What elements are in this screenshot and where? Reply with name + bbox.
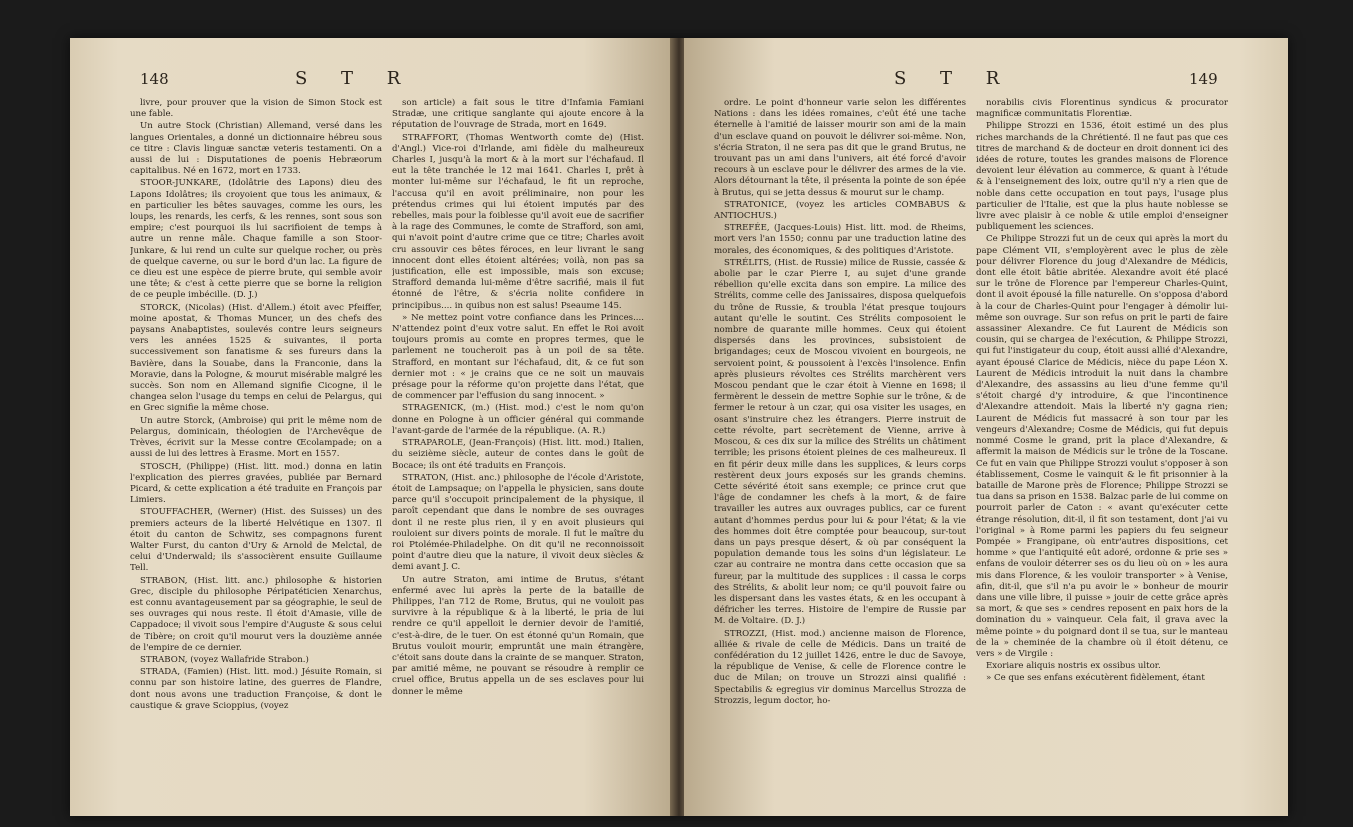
left-running-head: S T R bbox=[295, 68, 415, 89]
left-page bbox=[70, 38, 674, 816]
paragraph: Un autre Storck, (Ambroise) qui prit le même nom de Pelargus, dominicain, théologien de l'Archevêque de Trèves, écrivit sur la Messe contre Œcolampade; on a aussi de lui des lettres à Erasme. Mort en 1557. bbox=[130, 415, 382, 460]
paragraph: Philippe Strozzi en 1536, étoit estimé un des plus riches marchands de la Chrétienté. Il ne faut pas que ces titres de marchand & de docteur en droit donnent ici des idées de roture, toutes les grandes maisons de Florence devoient leur élévation au commerce, & quant à l'étude & à l'enseignement des loix, outre qu'il n'y a rien que de noble dans cette occupation en tout pays, l'usage plus particulier de l'Italie, est que la plus haute noblesse se livre avec plaisir à ce noble & utile emploi d'enseigner publiquement les sciences. bbox=[976, 121, 1228, 233]
right-column-a bbox=[714, 98, 966, 798]
paragraph: STRADA, (Famien) (Hist. litt. mod.) Jésuite Romain, si connu par son histoire latine, des guerres de Flandre, dont nous avons une traduction Françoise, & dont le caustique & grave Scioppius, (voyez bbox=[130, 667, 382, 711]
paragraph: STRAFFORT, (Thomas Wentworth comte de) (Hist. d'Angl.) Vice-roi d'Irlande, ami fidèle du malheureux Charles I, jusqu'à la mort & à la mort sur l'échafaud. Il eut la tête tranchée le 12 mai 1641. Charles I, prêt à monter lui-même sur l'échafaud, le fit un reproche, l'accusa qu'il en avoit préliminaire, non pour les prétendus crimes qui lui étoient imputés par des rebelles, mais pour la foiblesse qu'il avoit eue de sacrifier à la rage des Communes, le comte de Strafford, son ami, qui n'avoit point d'autre crime que ce titre; Charles avoit cru assouvir ces bêtes féroces, en leur livrant le sang innocent dont elles étoient altérées; voilà, non pas sa justification, elle est impossible, mais son excuse; Strafford demanda lui-même d'être sacrifié, mais il fut étonné de l'être, & s'écria nolite confidere in principibus.... in quibus non est salus! Pseaume 145. bbox=[392, 132, 644, 311]
paragraph: » Ce que ses enfans exécutèrent fidèlement, étant bbox=[986, 673, 1205, 684]
paragraph: STOSCH, (Philippe) (Hist. litt. mod.) donna en latin l'explication des pierres gravées, publiée par Bernard Picard, & cette explication a été traduite en François par Limiers. bbox=[130, 461, 382, 506]
right-column-b bbox=[976, 98, 1228, 798]
left-column-b bbox=[392, 98, 644, 798]
book-spread bbox=[70, 38, 1288, 816]
paragraph: STROZZI, (Hist. mod.) ancienne maison de Florence, alliée & rivale de celle de Médicis. Dans un traité de confédération du 12 juillet 1426, entre le duc de Savoye, la république de Venise, & celle de Florence contre le duc de Milan; on trouve un Strozzi ainsi qualifié : Spectabilis & egregius vir dominus Marcellus Strozza de Strozzis, legum doctor, ho- bbox=[714, 628, 966, 706]
right-page-number: 149 bbox=[1189, 70, 1218, 88]
paragraph: STORCK, (Nicolas) (Hist. d'Allem.) étoit avec Pfeiffer, moine apostat, & Thomas Muncer, un des chefs des paysans Anabaptistes, soulevés contre leurs seigneurs vers les années 1525 & suivantes, il porta successivement son fanatisme & ses fureurs dans la Bavière, dans la Souabe, dans la Franconie, dans la Moravie, dans la Pologne, & mourut misérable malgré les succès. Son nom en Allemand signifie Cicogne, il le changea selon l'usage du temps en celui de Pelargus, qui en Grec signifie la même chose. bbox=[130, 302, 382, 414]
right-page bbox=[684, 38, 1288, 816]
paragraph: STRATON, (Hist. anc.) philosophe de l'école d'Aristote, étoit de Lampsaque; on l'appella le physicien, sans doute parce qu'il s'occupoit principalement de la physique, il paroît cependant que dans le nombre de ses ouvrages dont il ne reste plus rien, il y en avoit plusieurs qui rouloient sur divers points de morale. Il fut le maître du roi Ptolémée-Philadelphe. On dit qu'il ne reconnoissoit point d'autre dieu que la nature, il vivoit deux siècles & demi avant J. C. bbox=[392, 472, 644, 573]
paragraph: Exoriare aliquis nostris ex ossibus ultor. bbox=[986, 661, 1161, 672]
paragraph: STRAPAROLE, (Jean-François) (Hist. litt. mod.) Italien, du seizième siècle, auteur de contes dans le goût de Bocace; ils ont été traduits en François. bbox=[392, 438, 644, 471]
paragraph: STREFÉE, (Jacques-Louis) Hist. litt. mod. de Rheims, mort vers l'an 1550; connu par une traduction latine des morales, des économiques, & des politiques d'Aristote. bbox=[714, 223, 966, 256]
paragraph: Ce Philippe Strozzi fut un de ceux qui après la mort du pape Clément VII, s'employèrent avec le plus de zèle pour délivrer Florence du joug d'Alexandre de Médicis, dont elle étoit bâtie abritée. Alexandre avoit été placé sur le trône de Florence par l'empereur Charles-Quint, dont il avoit épousé la fille naturelle. On s'opposa d'abord à la cour de Charles-Quint pour l'engager à démolir lui-même son ouvrage. Sur son refus on prit le parti de faire assassiner Alexandre. Ce fut Laurent de Médicis son cousin, qui se chargea de l'exécution, & Philippe Strozzi, qui fut l'instigateur du coup, étoit aussi allié d'Alexandre, ayant épousé Clarice de Médicis, nièce du pape Léon X. Laurent de Médicis introduit la nuit dans la chambre d'Alexandre, des assassins au lieu d'une femme qu'il s'étoit chargé d'y introduire, & que l'incontinence d'Alexandre attendoit. Mais la liberté n'y gagna rien; Laurent de Médicis fut massacré à son tour par les vengeurs d'Alexandre; Cosme de Médicis, qui fut depuis nommé Cosme le grand, prit la place d'Alexandre, & affermit la maison de Médicis sur le trône de la Toscane. Ce fut en vain que Philippe Strozzi voulut s'opposer à son établissement, Cosme le vainquit & le fit prisonnier à la bataille de Marone près de Florence; Philippe Strozzi se tua dans sa prison en 1538. Balzac parle de lui comme on pourroit parler de Caton : « avant qu'exécuter cette étrange résolution, dit-il, il fit son testament, dont j'ai vu l'original » à Rome parmi les papiers du feu seigneur Pompée » Frangipane, où entr'autres dispositions, cet homme » que l'antiquité eût adoré, ordonne & prie ses » enfans de vouloir déterrer ses os du lieu où on » les aura mis dans Florence, & les vouloir transporter » à Venise, afin, dit-il, que s'il n'a pu avoir le » bonheur de mourir dans une ville libre, il puisse » jouir de cette grâce après sa mort, & que ses » cendres reposent en paix hors de la domination du » vainqueur. Cela fait, il grava avec la même pointe » du poignard dont il se tua, sur le manteau de la » cheminée de la chambre où il étoit détenu, ce vers » de Virgile : bbox=[976, 234, 1228, 659]
paragraph: Un autre Stock (Christian) Allemand, versé dans les langues Orientales, a donné un dictionnaire hébreu sous ce titre : Clavis linguæ sanctæ veteris testamenti. On a aussi de lui : Disputationes de poenis Hebræorum capitalibus. Né en 1672, mort en 1733. bbox=[130, 121, 382, 177]
paragraph: STRATONICE, (voyez les articles COMBABUS & ANTIOCHUS.) bbox=[714, 199, 966, 222]
right-running-head: S T R bbox=[894, 68, 1014, 89]
paragraph: STOUFFACHER, (Werner) (Hist. des Suisses) un des premiers acteurs de la liberté Helvétique en 1307. Il étoit du canton de Schwitz, ses compagnons furent Walter Furst, du canton d'Ury & Arnold de Melctal, de celui d'Underwald; ils s'associèrent ensuite Guillaume Tell. bbox=[130, 507, 382, 574]
paragraph: STRABON, (Hist. litt. anc.) philosophe & historien Grec, disciple du philosophe Péripatéticien Xenarchus, est connu avantageusement par sa géographie, le seul de ses ouvrages qui nous reste. Il étoit d'Amasie, ville de Cappadoce; il vivoit sous l'empire d'Auguste & sous celui de Tibère; on croit qu'il mourut vers la douzième année de l'empire de ce dernier. bbox=[130, 575, 382, 653]
paragraph: STRAGENICK, (m.) (Hist. mod.) c'est le nom qu'on donne en Pologne à un officier général qui commande l'avant-garde de l'armée de la république. (A. R.) bbox=[392, 403, 644, 436]
paragraph: STOOR-JUNKARE, (Idolâtrie des Lapons) dieu des Lapons Idolâtres; ils croyoient que tous les animaux, & en particulier les bêtes sauvages, comme les ours, les loups, les renards, les cerfs, & les rennes, sont sous son empire; c'est pourquoi ils lui sacrifioient de temps à autre un renne mâle. Chaque famille a son Stoor-Junkare, & lui rend un culte sur quelque rocher, ou près de quelque caverne, ou sur le bord d'un lac. La figure de ce dieu est une espèce de pierre brute, qui semble avoir une tête; & c'est à cette pierre que se borne la religion de ce peuple imbécille. (D. J.) bbox=[130, 178, 382, 301]
paragraph: » Ne mettez point votre confiance dans les Princes.... N'attendez point d'eux votre salut. En effet le Roi avoit toujours promis au comte en propres termes, que le parlement ne toucheroit pas à un poil de sa tête. Strafford, en montant sur l'échafaud, dit, & ce fut son dernier mot : « je crains que ce ne soit un mauvais présage pour la réforme qu'on projette dans l'état, que de commencer par l'effusion du sang innocent. » bbox=[392, 312, 644, 402]
paragraph: norabilis civis Florentinus syndicus & procurator magnificæ communitatis Florentiæ. bbox=[976, 98, 1228, 120]
left-page-header bbox=[70, 68, 674, 94]
paragraph: STRÉLITS, (Hist. de Russie) milice de Russie, cassée & abolie par le czar Pierre I, au sujet d'une grande rébellion qu'elle excita dans son empire. La milice des Strélits, comme celle des Janissaires, disposa quelquefois du trône de Russie, & troubla l'état presque toujours autant qu'elle le soutint. Ces Strélits composoient le nombre de quarante mille hommes. Ceux qui étoient dispersés dans les provinces, subsistoient de brigandages; ceux de Moscou vivoient en bourgeois, ne servoient point, & poussoient à l'excès l'insolence. Enfin après plusieurs révoltes ces Strélits marchèrent vers Moscou pendant que le czar étoit à Vienne en 1698; il fermèrent le dessein de mettre Sophie sur le trône, & de fermer le retour à un czar, qui osa visiter les usages, en osant s'instruire chez les étrangers. Pierre instruit de cette révolte, part secrètement de Vienne, arrive à Moscou, & ces dix sur la milice des Strélits un châtiment terrible; les prisons étoient pleines de ces malheureux. Il en fit périr deux mille dans les supplices, & leurs corps restèrent deux jours exposés sur les grands chemins. Cette sévérité étoit sans exemple; ce prince crut que l'âge de condamner les chefs à la mort, & de faire travailler les autres aux ouvrages publics, car ce furent autant d'hommes perdus pour lui & pour l'état; & la vie des hommes doit être comptée pour beaucoup, sur-tout dans un pays presque désert, & où par conséquent la population demande tous les soins d'un législateur. Le czar au contraire ne montra dans cette occasion que sa fureur, par la multitude des supplices : il cassa le corps des Strélits, & abolit leur nom; ce qu'il pouvoit faire ou les dispersant dans les vastes états, & en les occupant à défricher les terres. Histoire de l'empire de Russie par M. de Voltaire. (D. J.) bbox=[714, 257, 966, 627]
paragraph: livre, pour prouver que la vision de Simon Stock est une fable. bbox=[130, 98, 382, 120]
left-column-a bbox=[130, 98, 382, 798]
paragraph: STRABON, (voyez Wallafride Strabon.) bbox=[140, 654, 309, 665]
paragraph: son article) a fait sous le titre d'Infamia Famiani Stradæ, une critique sanglante qui ajoute encore à la réputation de l'ouvrage de Strada, mort en 1649. bbox=[392, 98, 644, 131]
left-page-number: 148 bbox=[140, 70, 169, 88]
paragraph: ordre. Le point d'honneur varie selon les différentes Nations : dans les idées romaines, c'eût été une tache éternelle à l'amitié de laisser mourir son ami de la main d'un esclave quand on pouvoit le délivrer soi-même. Non, s'écria Straton, il ne sera pas dit que le grand Brutus, ne trouvant pas un ami dans l'univers, ait été forcé d'avoir recours à un esclave pour le délivrer des armes de la vie. Alors détournant la tête, il présenta la pointe de son épée à Brutus, qui se jetta dessus & mourut sur le champ. bbox=[714, 98, 966, 198]
right-page-header bbox=[684, 68, 1288, 94]
paragraph: Un autre Straton, ami intime de Brutus, s'étant enfermé avec lui après la perte de la bataille de Philippes, l'an 712 de Rome, Brutus, qui ne vouloit pas survivre à la république & à la liberté, le pria de lui rendre ce qu'il appelloit le dernier devoir de l'amitié, c'est-à-dire, de le tuer. On est étonné qu'un Romain, que Brutus vouloit mourir, empruntât une main étrangère, c'étoit sans doute dans la crainte de se manquer. Straton, par amitié même, ne pouvant se résoudre à remplir ce cruel office, Brutus appella un de ses esclaves pour lui donner le même bbox=[392, 574, 644, 697]
